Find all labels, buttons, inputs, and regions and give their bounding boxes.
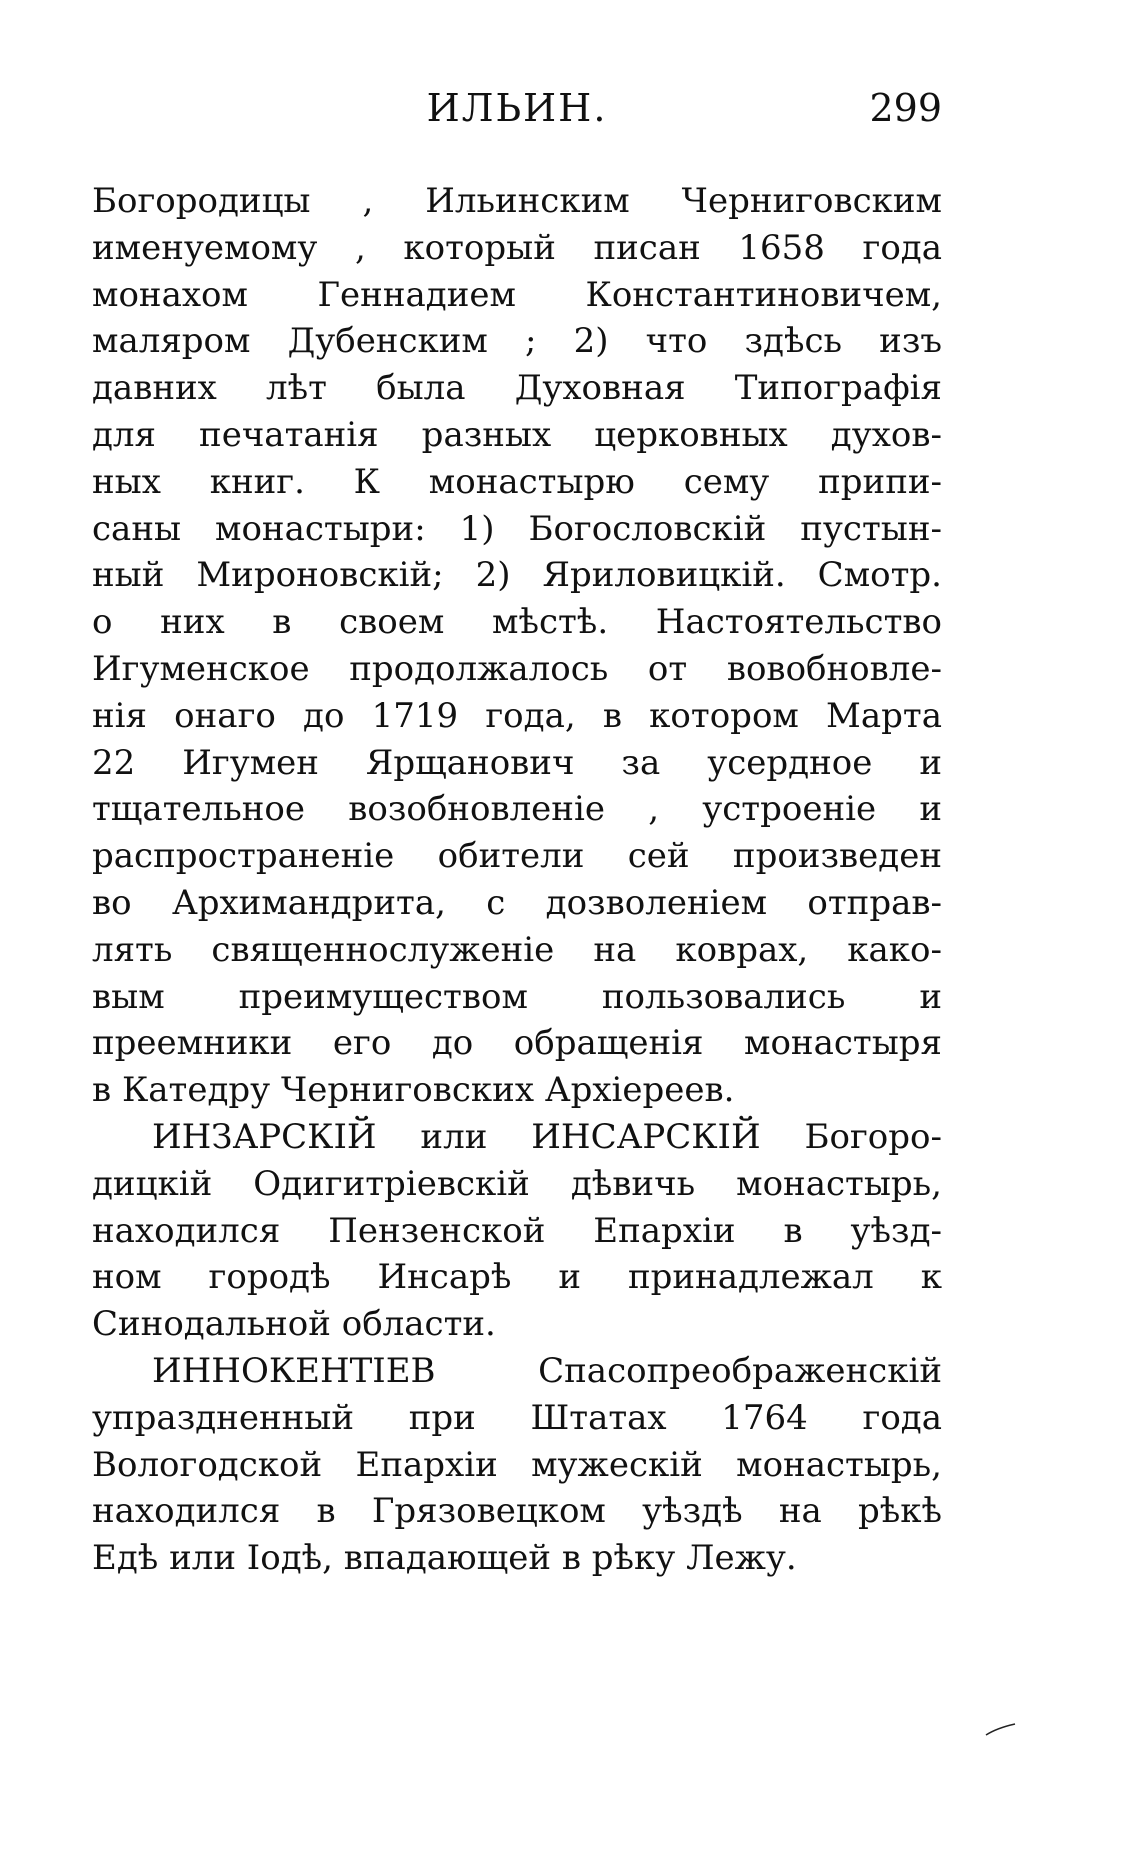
body-text [92, 178, 942, 1582]
text-line: вым преимуществом пользовались и [92, 976, 942, 1017]
text-line: Игуменское продолжалось от вовобновле- [92, 648, 942, 689]
text-line: давних лѣт была Духовная Типографія [92, 368, 942, 409]
text-line: Синодальной области. [92, 1304, 496, 1345]
text-line: о них в своем мѣстѣ. Настоятельство [92, 602, 942, 643]
text-line: тщательное возобновленіе , устроеніе и [92, 789, 942, 830]
entry-heading-line: ИННОКЕНТІЕВ Спасопреображенскій [152, 1350, 942, 1391]
text-line: 22 Игумен Ярщанович за усердное и [92, 742, 942, 783]
text-line: во Архимандрита, с дозволеніем отправ- [92, 882, 942, 923]
entry-heading-line: ИНЗАРСКІЙ или ИНСАРСКІЙ Богоро- [152, 1116, 942, 1157]
ink-mark [985, 1722, 1017, 1736]
text-line: нія онаго до 1719 года, в котором Марта [92, 695, 942, 736]
text-line: лять священнослуженіе на коврах, како- [92, 929, 942, 970]
running-title: ИЛЬИН. [426, 86, 608, 130]
text-line: находился Пензенской Епархіи в уѣзд- [92, 1210, 942, 1251]
text-line: саны монастыри: 1) Богословскій пустын- [92, 508, 942, 549]
running-head [92, 86, 942, 146]
text-line: для печатанія разных церковных духов- [92, 414, 942, 455]
text-line: маляром Дубенским ; 2) что здѣсь изъ [92, 321, 942, 362]
text-line: упраздненный при Штатах 1764 года [92, 1397, 942, 1438]
text-line: Едѣ или Іодѣ, впадающей в рѣку Лежу. [92, 1538, 797, 1579]
text-line: дицкій Одигитріевскій дѣвичь монастырь, [92, 1163, 942, 1204]
text-line: распространеніе обители сей произведен [92, 836, 942, 877]
text-line: Богородицы , Ильинским Черниговским [92, 181, 942, 221]
text-line: ном городѣ Инсарѣ и принадлежал к [92, 1257, 942, 1298]
text-line: Вологодской Епархіи мужескій монастырь, [92, 1444, 942, 1485]
text-line: ных книг. К монастырю сему припи- [92, 461, 942, 502]
text-line: ный Мироновскій; 2) Яриловицкій. Смотр. [92, 555, 942, 596]
text-line: монахом Геннадием Константиновичем, [92, 274, 942, 315]
text-line: в Катедру Черниговских Архіереев. [92, 1070, 735, 1111]
page-number: 299 [869, 86, 942, 130]
text-line: находился в Грязовецком уѣздѣ на рѣкѣ [92, 1491, 942, 1532]
text-line: именуемому , который писан 1658 года [92, 227, 942, 268]
text-line: преемники его до обращенія монастыря [92, 1023, 942, 1064]
